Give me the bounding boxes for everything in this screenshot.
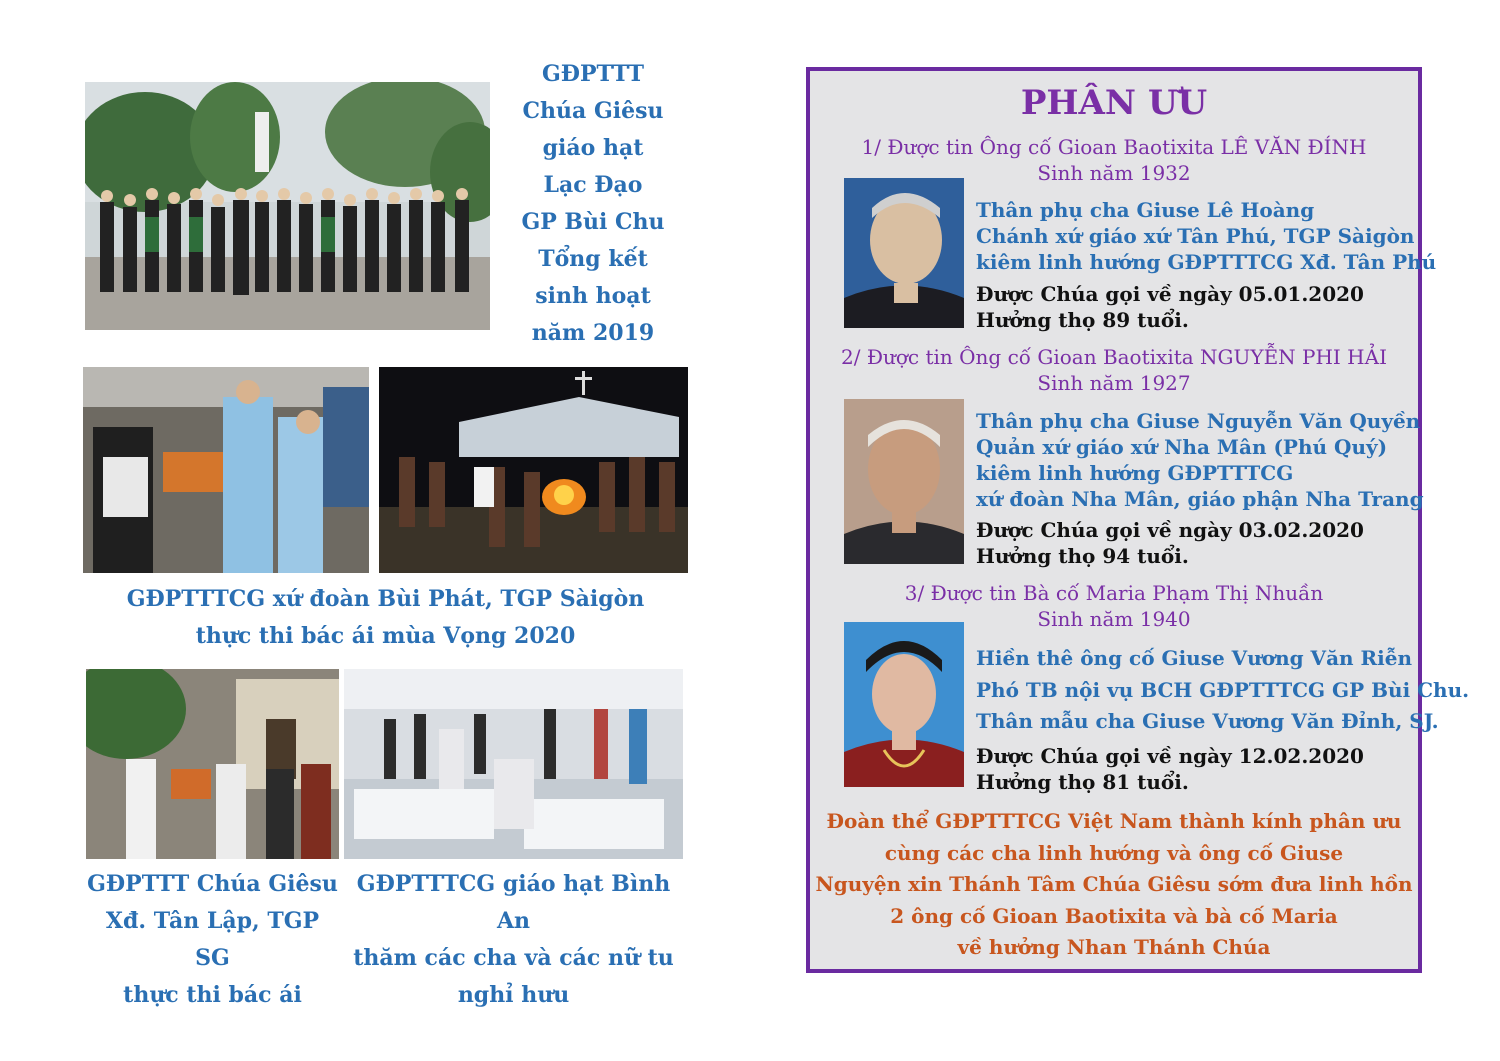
caption-line: GĐPTTTCG xứ đoàn Bùi Phát, TGP Sàigòn xyxy=(126,586,645,612)
desc-line: kiêm linh hướng GĐPTTTCG xyxy=(976,461,1294,485)
caption-line: Tổng kết xyxy=(538,246,648,272)
desc-line: Phó TB nội vụ BCH GĐPTTTCG GP Bùi Chu. xyxy=(976,677,1470,702)
caption-line: giáo hạt xyxy=(542,135,644,161)
heading-line: 1/ Được tin Ông cố Gioan Baotixita LÊ VĂN ĐÍNH xyxy=(861,135,1367,159)
portrait-1 xyxy=(844,178,964,328)
caption-line: sinh hoạt xyxy=(535,283,651,309)
panel-title: PHÂN ƯU xyxy=(1020,83,1208,123)
caption-line: nghỉ hưu xyxy=(457,982,570,1008)
caption-tan-lap xyxy=(86,866,339,1014)
desc-line: Thân phụ cha Giuse Lê Hoàng xyxy=(976,198,1315,222)
born-line: Sinh năm 1940 xyxy=(1037,607,1191,631)
photo-campfire xyxy=(379,367,688,573)
caption-line: GĐPTTT Chúa Giêsu xyxy=(87,871,338,897)
desc-line: Hiền thê ông cố Giuse Vương Văn Riễn xyxy=(976,646,1413,670)
desc-line: xứ đoàn Nha Mân, giáo phận Nha Trang xyxy=(976,487,1424,511)
condolence-panel xyxy=(806,67,1470,973)
item-3-called xyxy=(976,743,1364,795)
item-1-called xyxy=(976,281,1364,333)
desc-line: Thân phụ cha Giuse Nguyễn Văn Quyền xyxy=(976,409,1421,433)
desc-line: kiêm linh hướng GĐPTTTCG Xđ. Tân Phú xyxy=(976,250,1437,274)
condolence-line: cùng các cha linh hướng và ông cố Giuse xyxy=(884,840,1344,865)
called-line: Được Chúa gọi về ngày 12.02.2020 xyxy=(976,744,1364,768)
born-line: Sinh năm 1927 xyxy=(1037,371,1191,395)
desc-line: Quản xứ giáo xứ Nha Mân (Phú Quý) xyxy=(976,435,1388,459)
condolence-message xyxy=(810,806,1418,964)
item-2-called xyxy=(976,517,1364,569)
called-line: Được Chúa gọi về ngày 03.02.2020 xyxy=(976,518,1364,542)
heading-line: 3/ Được tin Bà cố Maria Phạm Thị Nhuần xyxy=(904,581,1324,605)
age-line: Hưởng thọ 81 tuổi. xyxy=(976,770,1189,794)
portrait-3 xyxy=(844,622,964,787)
caption-line: thực thi bác ái mùa Vọng 2020 xyxy=(195,623,576,649)
item-2-desc xyxy=(976,408,1424,512)
caption-line: thăm các cha và các nữ tu xyxy=(353,945,674,971)
caption-line: Xđ. Tân Lập, TGP SG xyxy=(105,908,320,971)
item-3-desc xyxy=(976,643,1469,738)
caption-line: GĐPTTTCG giáo hạt Bình An xyxy=(356,871,671,934)
photo-visit-retired xyxy=(344,669,683,859)
item-2-heading xyxy=(810,344,1418,396)
desc-line: Chánh xứ giáo xứ Tân Phú, TGP Sàigòn xyxy=(976,224,1415,248)
item-1-desc xyxy=(976,197,1436,275)
caption-line: thực thi bác ái xyxy=(123,982,302,1008)
heading-line: 2/ Được tin Ông cố Gioan Baotixita NGUYỄN PHI HẢI xyxy=(841,345,1387,369)
caption-lac-dao xyxy=(510,56,676,352)
caption-binh-an xyxy=(344,866,683,1014)
age-line: Hưởng thọ 94 tuổi. xyxy=(976,544,1189,568)
born-line: Sinh năm 1932 xyxy=(1037,161,1191,185)
condolence-line: Đoàn thể GĐPTTTCG Việt Nam thành kính phân ưu xyxy=(826,809,1402,833)
caption-line: năm 2019 xyxy=(531,320,655,346)
photo-group-lac-dao xyxy=(85,82,490,330)
desc-line: Thân mẫu cha Giuse Vương Văn Đỉnh, SJ. xyxy=(976,709,1439,733)
caption-line: Lạc Đạo xyxy=(543,172,643,198)
photo-charity-bui-phat xyxy=(83,367,369,573)
condolence-line: về hưởng Nhan Thánh Chúa xyxy=(957,935,1271,959)
caption-line: Chúa Giêsu xyxy=(522,98,664,124)
photo-charity-tan-lap xyxy=(86,669,339,859)
condolence-line: Nguyện xin Thánh Tâm Chúa Giêsu sớm đưa linh hồn xyxy=(815,872,1413,896)
age-line: Hưởng thọ 89 tuổi. xyxy=(976,308,1189,332)
caption-line: GP Bùi Chu xyxy=(521,209,665,235)
caption-bui-phat xyxy=(83,581,688,655)
called-line: Được Chúa gọi về ngày 05.01.2020 xyxy=(976,282,1364,306)
portrait-2 xyxy=(844,399,964,564)
condolence-line: 2 ông cố Gioan Baotixita và bà cố Maria xyxy=(890,903,1338,928)
caption-line: GĐPTTT xyxy=(541,61,645,87)
